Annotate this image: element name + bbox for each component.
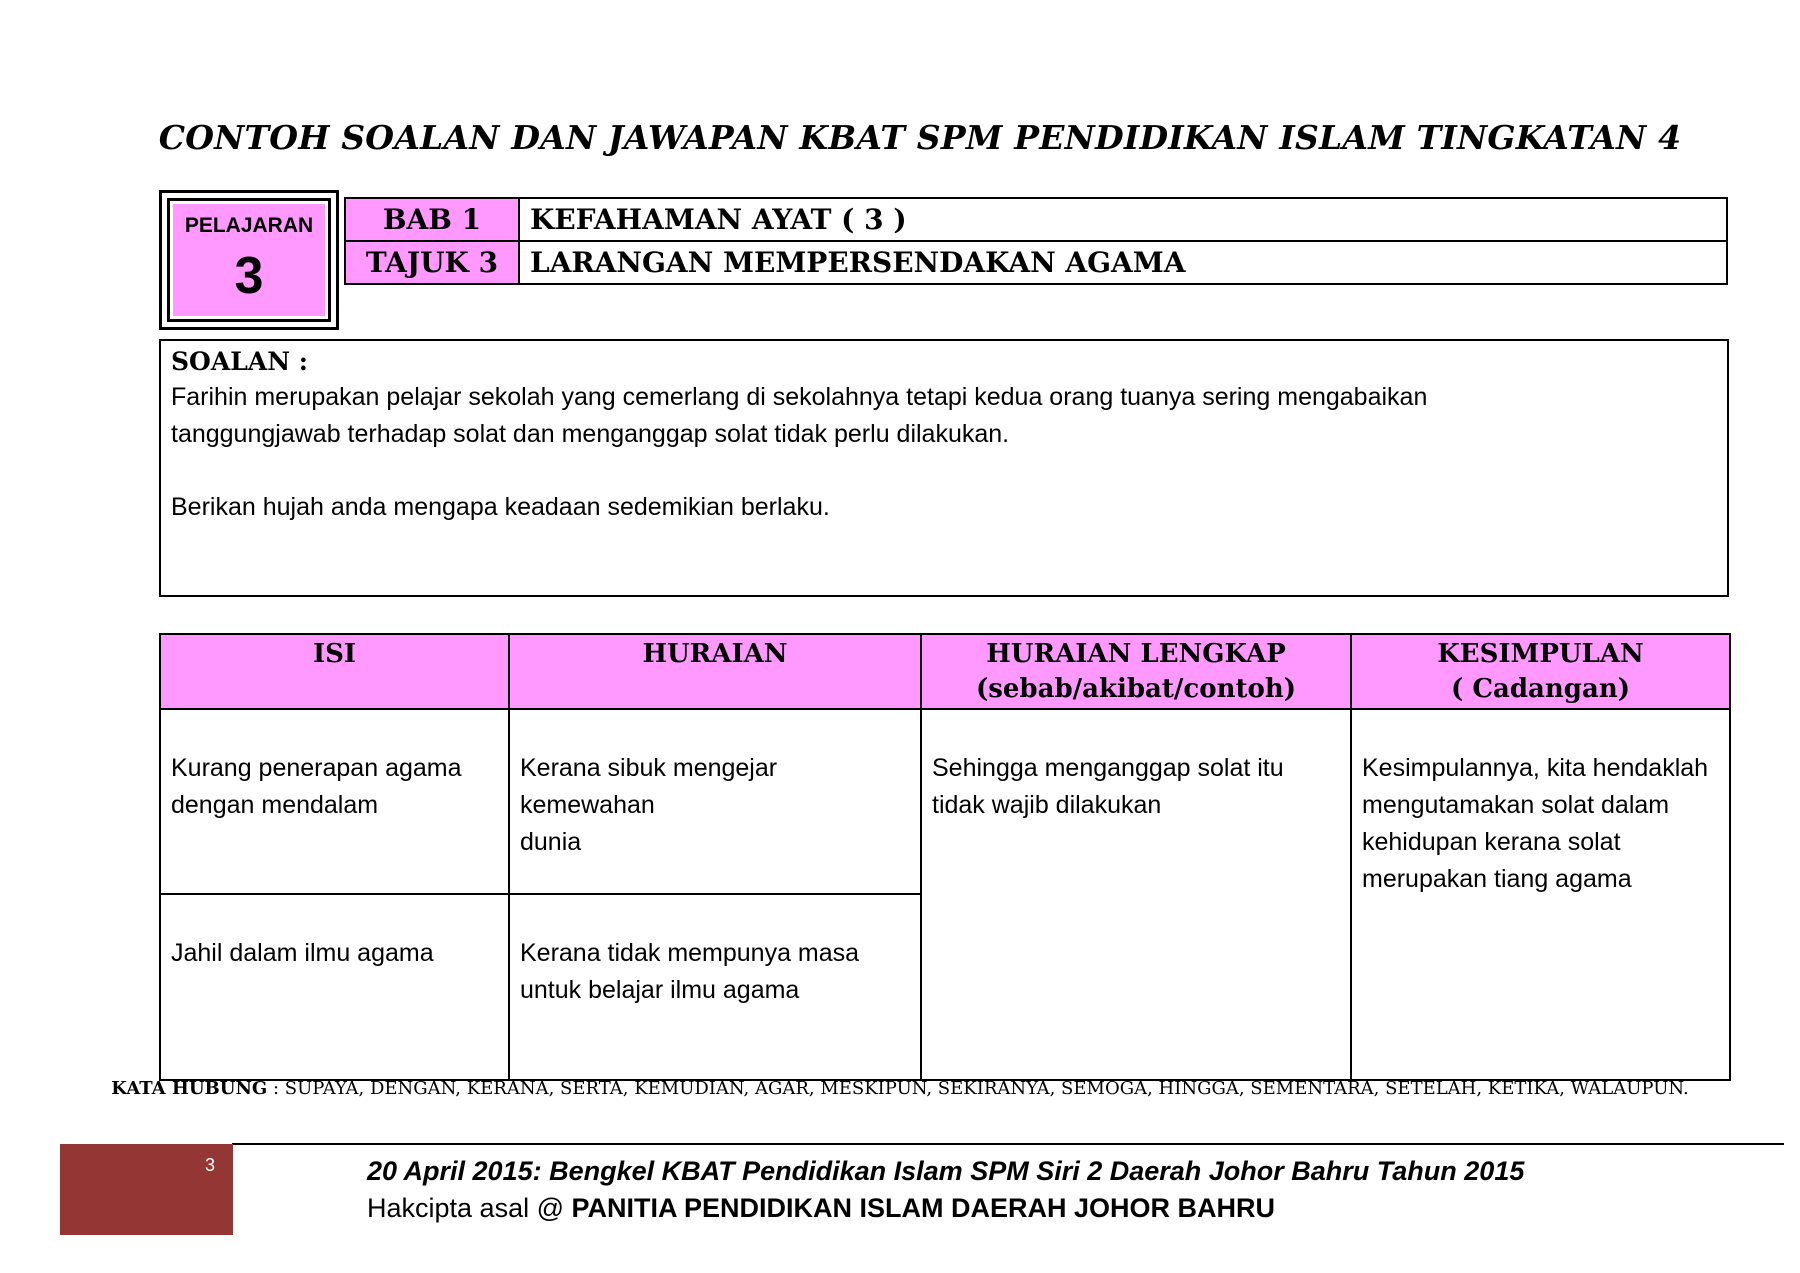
page-number: 3: [205, 1155, 216, 1175]
question-text-line-2: tanggungjawab terhadap solat dan menganggap solat tidak perlu dilakukan.: [171, 420, 1010, 448]
footer-copyright-owner: PANITIA PENDIDIKAN ISLAM DAERAH JOHOR BAHRU: [571, 1193, 1276, 1223]
footer-copyright-prefix: Hakcipta asal @: [367, 1193, 572, 1223]
header-kesimpulan-sub: ( Cadangan): [1450, 674, 1631, 704]
bab-value: KEFAHAMAN AYAT ( 3 ): [519, 198, 1727, 241]
cell-huraian-1-line-1: Kerana sibuk mengejar kemewahan: [520, 754, 778, 819]
header-huraian: HURAIAN: [509, 634, 921, 709]
lesson-number: 3: [234, 247, 264, 305]
question-spacer: [171, 453, 1717, 489]
footer-event-line: 20 April 2015: Bengkel KBAT Pendidikan Islam SPM Siri 2 Daerah Johor Bahru Tahun 2015: [367, 1156, 1525, 1186]
cell-huraian-1: [509, 709, 921, 894]
header-kesimpulan-title: KESIMPULAN: [1437, 639, 1644, 669]
lesson-badge: [159, 190, 339, 330]
question-heading: SOALAN :: [171, 347, 308, 376]
header-huraian-lengkap-title: HURAIAN LENGKAP: [986, 639, 1286, 669]
topic-row-bab: [345, 198, 1727, 241]
question-box: [159, 339, 1729, 597]
header-isi: ISI: [160, 634, 509, 709]
bab-label: BAB 1: [345, 198, 519, 241]
topic-table: [344, 197, 1728, 285]
answer-table: [159, 633, 1731, 1081]
cell-isi-1: Kurang penerapan agama dengan mendalam: [160, 709, 509, 894]
cell-kesimpulan: Kesimpulannya, kita hendaklah mengutamakan solat dalam kehidupan kerana solat merupakan tiang agama: [1351, 709, 1730, 1080]
kata-hubung: [0, 1078, 1800, 1099]
topic-row-tajuk: [345, 241, 1727, 284]
lesson-label: PELAJARAN: [184, 214, 314, 237]
document-title: CONTOH SOALAN DAN JAWAPAN KBAT SPM PENDIDIKAN ISLAM TINGKATAN 4: [158, 118, 1682, 157]
footer-copyright-line: [367, 1193, 1275, 1224]
cell-huraian-1-line-2: dunia: [520, 828, 582, 856]
kata-hubung-list: : SUPAYA, DENGAN, KERANA, SERTA, KEMUDIAN, AGAR, MESKIPUN, SEKIRANYA, SEMOGA, HINGGA, SEMENTARA, SETELAH, KETIKA, WALAUPUN.: [267, 1078, 1689, 1099]
cell-isi-2: Jahil dalam ilmu agama: [160, 894, 509, 1080]
cell-huraian-2: Kerana tidak mempunya masa untuk belajar ilmu agama: [509, 894, 921, 1080]
tajuk-value: LARANGAN MEMPERSENDAKAN AGAMA: [519, 241, 1727, 284]
lesson-badge-fill: [173, 204, 325, 316]
question-text-line-1: Farihin merupakan pelajar sekolah yang cemerlang di sekolahnya tetapi kedua orang tuanya sering mengabaikan: [171, 383, 1428, 411]
header-huraian-lengkap: [921, 634, 1351, 709]
table-row: [160, 709, 1730, 894]
header-kesimpulan: [1351, 634, 1730, 709]
answer-header-row: [160, 634, 1730, 709]
kata-hubung-label: KATA HUBUNG: [111, 1078, 268, 1099]
cell-huraian-lengkap: Sehingga menganggap solat itu tidak wajib dilakukan: [921, 709, 1351, 1080]
footer-divider: [232, 1143, 1784, 1145]
question-prompt: Berikan hujah anda mengapa keadaan sedemikian berlaku.: [171, 493, 830, 521]
tajuk-label: TAJUK 3: [345, 241, 519, 284]
header-huraian-lengkap-sub: (sebab/akibat/contoh): [975, 674, 1297, 704]
